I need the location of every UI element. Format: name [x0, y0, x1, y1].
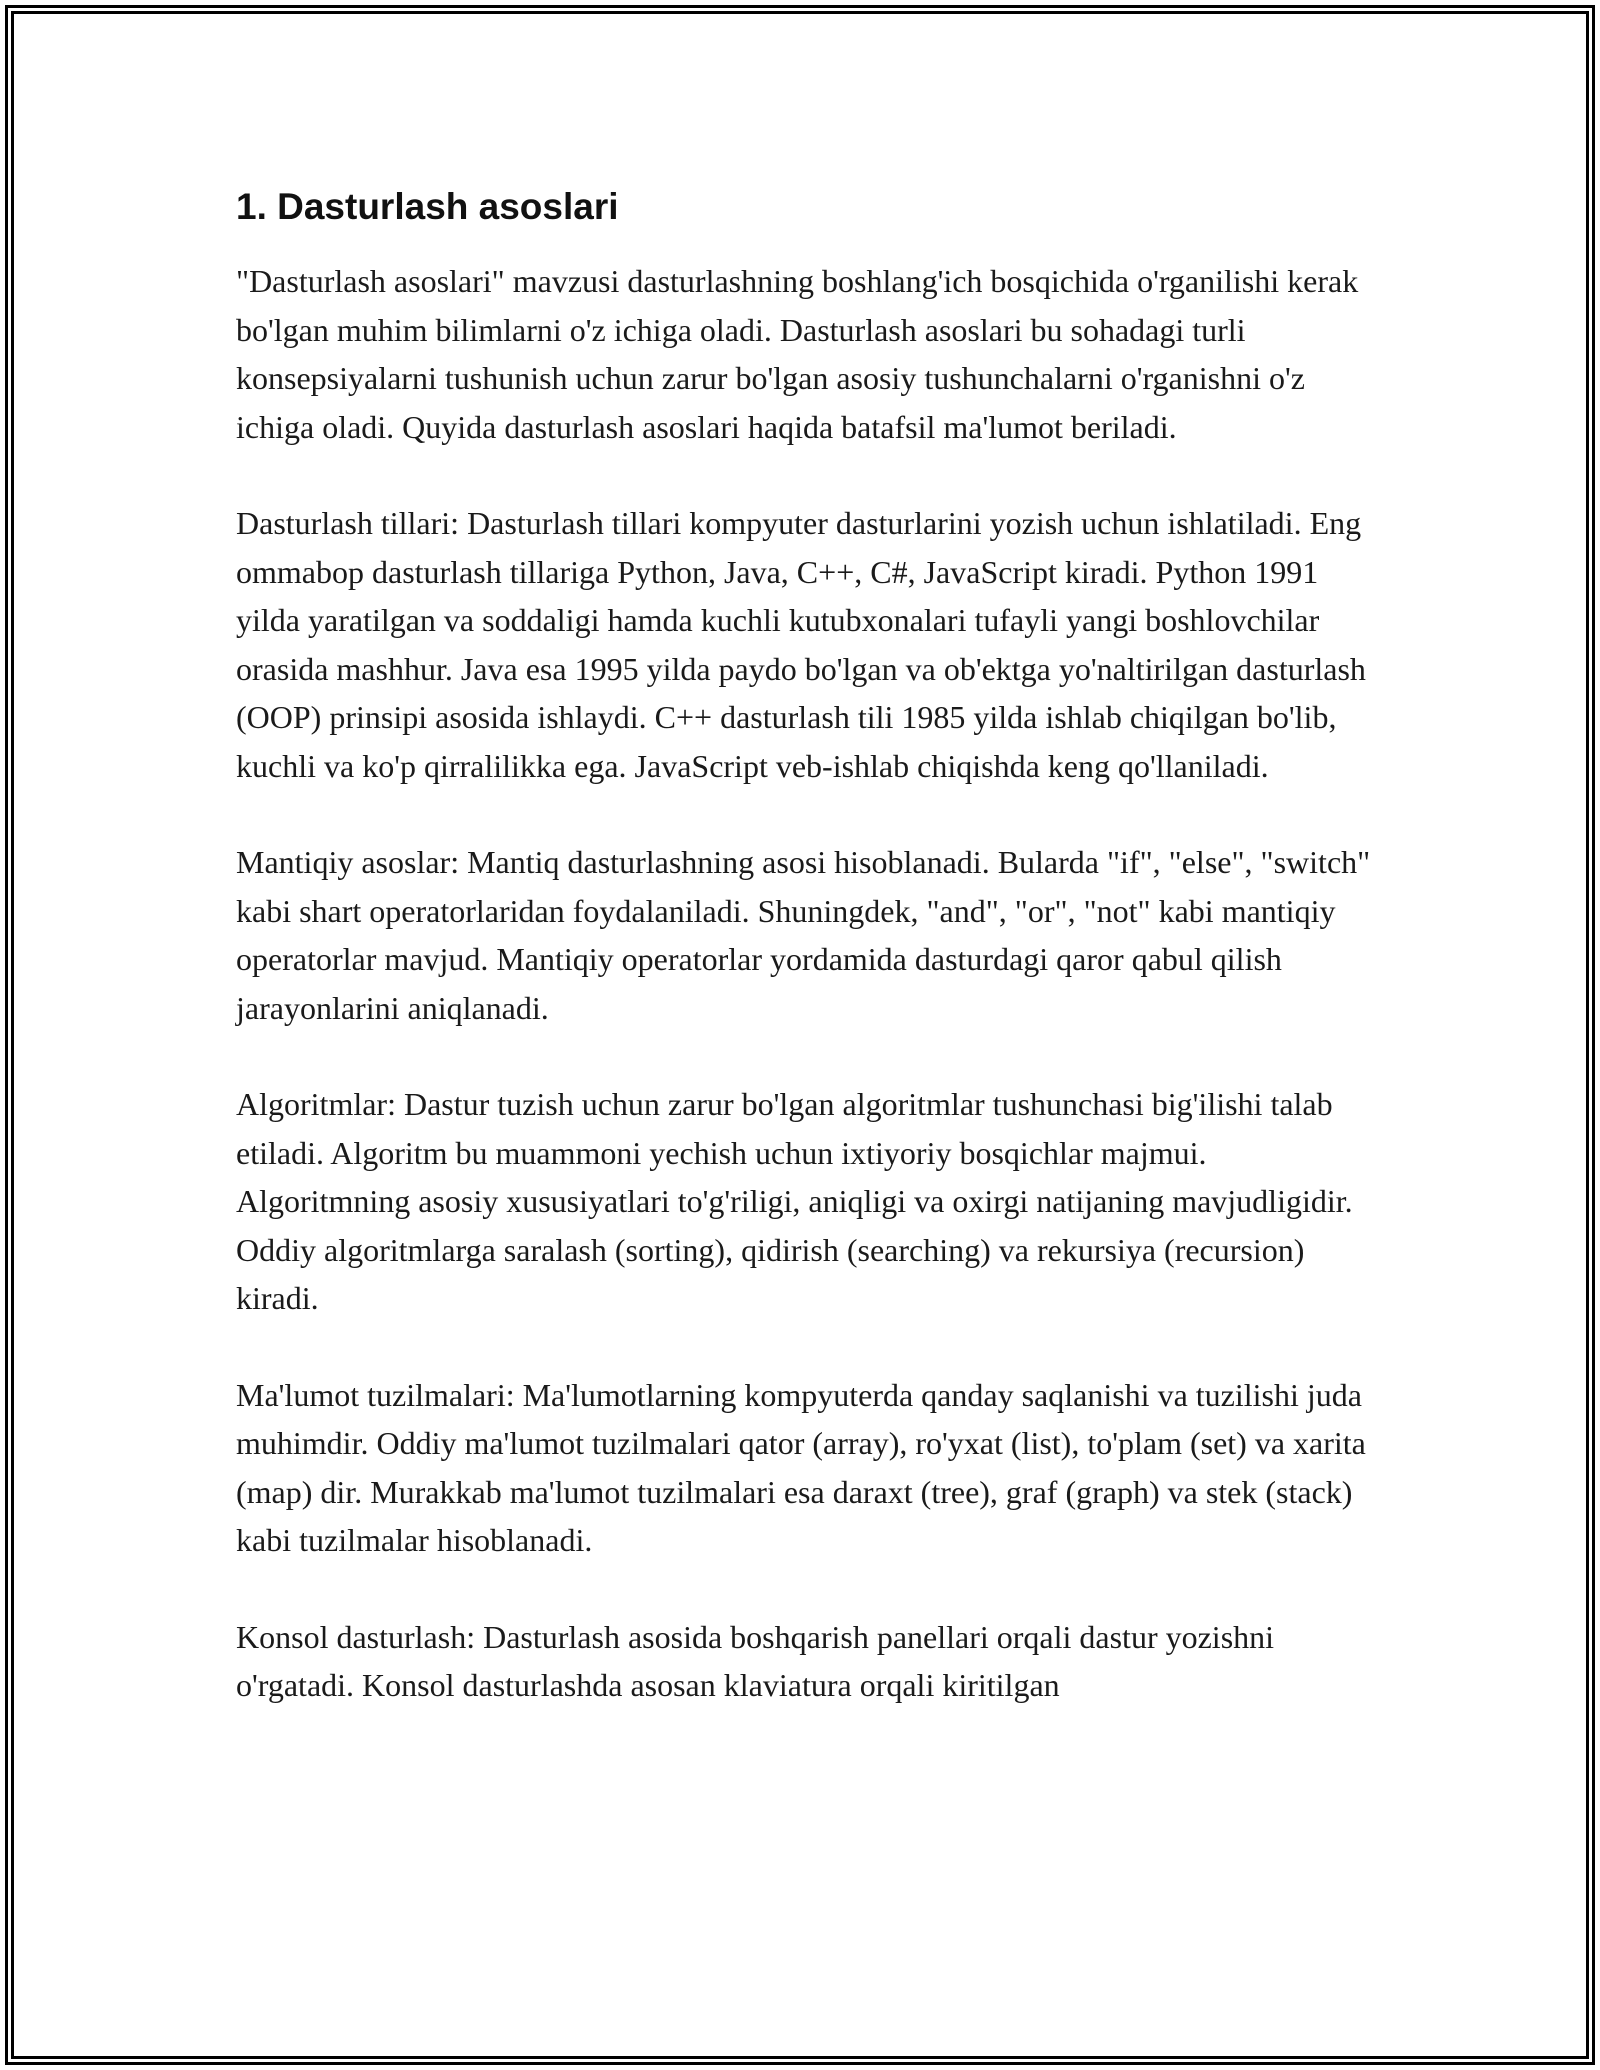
paragraph-logic-basics: Mantiqiy asoslar: Mantiq dasturlashning asosi hisoblanadi. Bularda "if", "else", "switch" kabi shart operatorlaridan foydalaniladi. Shuningdek, "and", "or", "not" kabi mantiqiy operatorlar mavjud. Mantiqiy operatorlar yordamida dasturdagi qaror qabul qilish jarayonlarini aniqlanadi.: [236, 844, 1371, 1026]
paragraph-console-programming: Konsol dasturlash: Dasturlash asosida boshqarish panellari orqali dastur yozishni o'rgatadi. Konsol dasturlashda asosan klaviatura orqali kiritilgan: [236, 1618, 1275, 1703]
paragraph-intro: "Dasturlash asoslari" mavzusi dasturlashning boshlang'ich bosqichida o'rganilishi kerak bo'lgan muhim bilimlarni o'z ichiga oladi. Dasturlash asoslari bu sohadagi turli konsepsiyalarni tushunish uchun zarur bo'lgan asosiy tushunchalarni o'rganishni o'z ichiga oladi. Quyida dasturlash asoslari haqida batafsil ma'lumot beriladi.: [236, 263, 1359, 445]
document-body: [236, 183, 1376, 1710]
section-heading: 1. Dasturlash asoslari: [236, 186, 619, 227]
paragraph-data-structures: Ma'lumot tuzilmalari: Ma'lumotlarning kompyuterda qanday saqlanishi va tuzilishi juda muhimdir. Oddiy ma'lumot tuzilmalari qator (array), ro'yxat (list), to'plam (set) va xarita (map) dir. Murakkab ma'lumot tuzilmalari esa daraxt (tree), graf (graph) va stek (stack) kabi tuzilmalar hisoblanadi.: [236, 1376, 1366, 1558]
paragraph-algorithms: Algoritmlar: Dastur tuzish uchun zarur bo'lgan algoritmlar tushunchasi big'ilishi talab etiladi. Algoritm bu muammoni yechish uchun ixtiyoriy bosqichlar majmui. Algoritmning asosiy xususiyatlari to'g'riligi, aniqligi va oxirgi natijaning mavjudligidir. Oddiy algoritmlarga saralash (sorting), qidirish (searching) va rekursiya (recursion) kiradi.: [236, 1086, 1353, 1316]
paragraph-programming-languages: Dasturlash tillari: Dasturlash tillari kompyuter dasturlarini yozish uchun ishlatiladi. Eng ommabop dasturlash tillariga Python, Java, C++, C#, JavaScript kiradi. Python 1991 yilda yaratilgan va soddaligi hamda kuchli kutubxonalari tufayli yangi boshlovchilar orasida mashhur. Java esa 1995 yilda paydo bo'lgan va ob'ektga yo'naltirilgan dasturlash (OOP) prinsipi asosida ishlaydi. C++ dasturlash tili 1985 yilda ishlab chiqilgan bo'lib, kuchli va ko'p qirralilikka ega. JavaScript veb-ishlab chiqishda keng qo'llaniladi.: [236, 505, 1366, 784]
